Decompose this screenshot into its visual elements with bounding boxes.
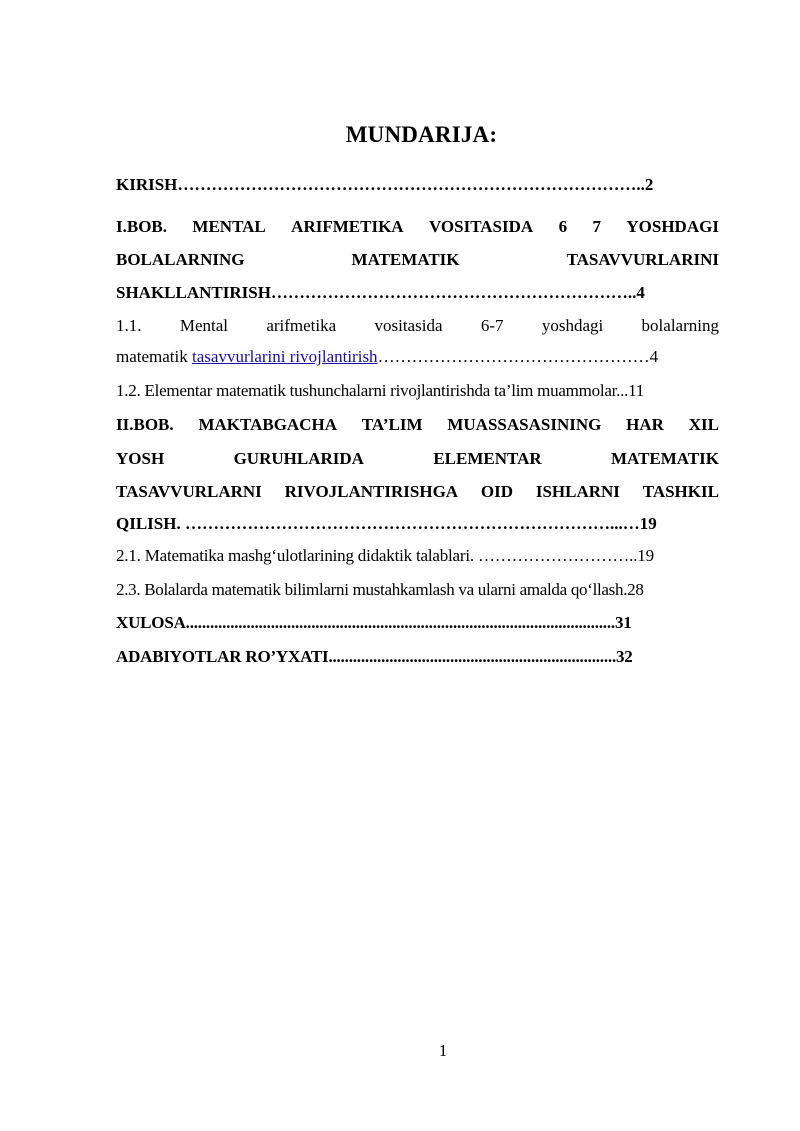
word: II.BOB. — [116, 415, 174, 434]
toc-bob1-line3: SHAKLLANTIRISH………………………………………………………..4 — [116, 283, 645, 302]
word: 6 — [558, 217, 568, 236]
word: 7 — [592, 217, 601, 236]
word: 1.1. — [116, 316, 142, 335]
word: XIL — [688, 415, 719, 434]
word: ISHLARNI — [535, 482, 620, 501]
hyperlink[interactable]: tasavvurlarini rivojlantirish — [192, 347, 378, 366]
toc-bob2-line3 — [116, 481, 719, 503]
word: OID — [480, 482, 514, 501]
toc-entry-adabiyotlar: ADABIYOTLAR RO’YXATI.......................................................................32 — [116, 647, 633, 666]
word: MATEMATIK — [351, 250, 460, 269]
toc-item-2-1: 2.1. Matematika mashg‘ulotlarining didaktik talablari. ………………………..19 — [116, 546, 654, 565]
toc-bob2-line4: QILISH. …………………………………………………………………...…19 — [116, 514, 657, 533]
word: TASHKIL — [642, 482, 719, 501]
word: ARIFMETIKA — [291, 217, 404, 236]
word: TA’LIM — [361, 415, 423, 434]
word: I.BOB. — [116, 217, 168, 236]
word: bolalarning — [641, 316, 719, 335]
toc-entry-xulosa: XULOSA..........................................................................................................31 — [116, 613, 632, 632]
word: RIVOJLANTIRISHGA — [284, 482, 459, 501]
word: arifmetika — [266, 316, 337, 335]
toc-item-1-1-line2 — [116, 346, 719, 368]
page-title: MUNDARIJA: — [345, 122, 498, 147]
toc-entry-kirish: KIRISH………………………………………………………………………..2 — [116, 175, 654, 194]
word: MAKTABGACHA — [198, 415, 337, 434]
word: VOSITASIDA — [428, 217, 534, 236]
word: MENTAL — [192, 217, 266, 236]
word: YOSH — [116, 449, 165, 468]
toc-bob1-line2 — [116, 249, 719, 271]
word: HAR — [626, 415, 664, 434]
word: TASAVVURLARNI — [116, 482, 262, 501]
toc-item-1-1-line1 — [116, 315, 719, 337]
word: vositasida — [374, 316, 443, 335]
text: …………………………………………4 — [377, 347, 659, 366]
word: MATEMATIK — [611, 449, 719, 468]
toc-item-2-3: 2.3. Bolalarda matematik bilimlarni mustahkamlash va ularni amalda qo‘llash.28 — [116, 580, 644, 599]
text: matematik — [116, 347, 193, 366]
word: MUASSASASINING — [447, 415, 602, 434]
word: 6-7 — [480, 316, 504, 335]
word: Mental — [179, 316, 228, 335]
page-number: 1 — [438, 1041, 448, 1060]
word: BOLALARNING — [116, 250, 245, 269]
word: GURUHLARIDA — [233, 449, 364, 468]
toc-bob1-line1 — [116, 216, 719, 238]
toc-item-1-2: 1.2. Elementar matematik tushunchalarni rivojlantirishda ta’lim muammolar...11 — [116, 381, 644, 400]
word: yoshdagi — [541, 316, 604, 335]
word: ELEMENTAR — [433, 449, 542, 468]
word: YOSHDAGI — [626, 217, 719, 236]
toc-bob2-line1 — [116, 414, 719, 436]
word: TASAVVURLARINI — [566, 250, 719, 269]
toc-bob2-line2 — [116, 448, 719, 470]
